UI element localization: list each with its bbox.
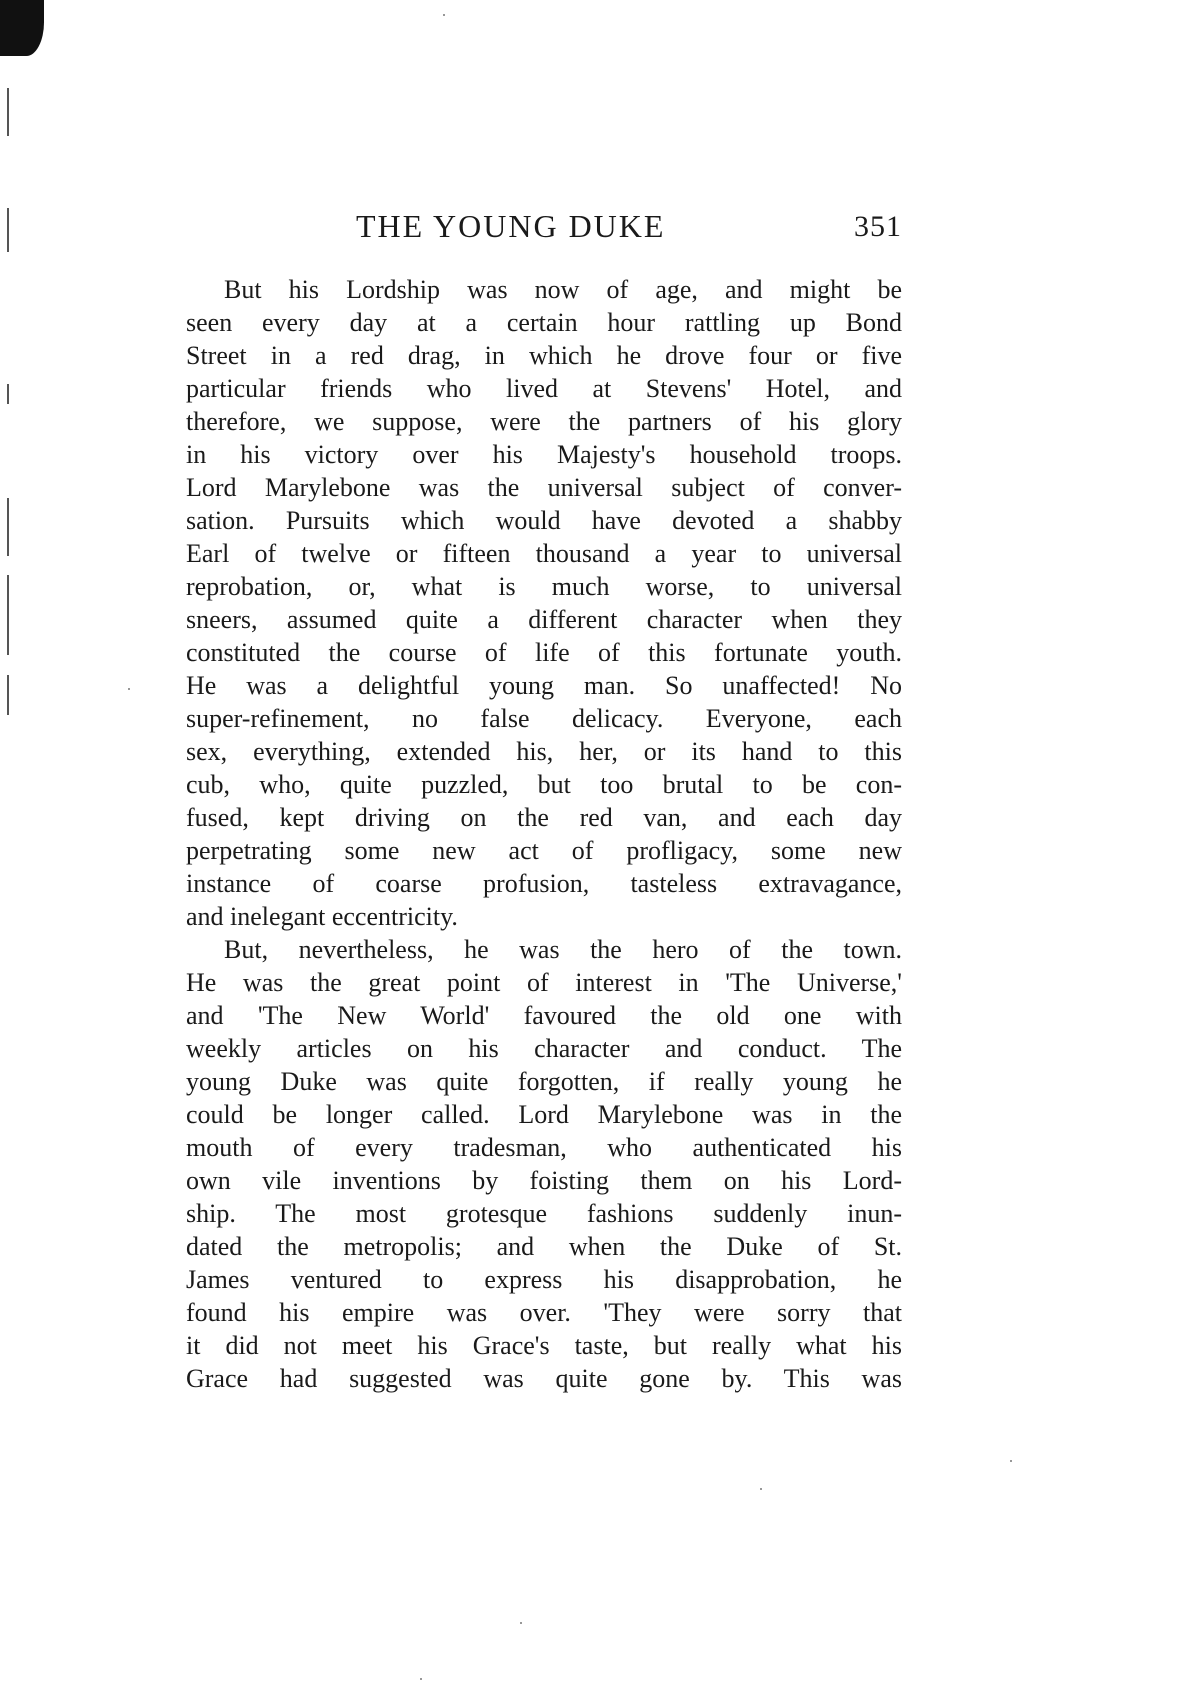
text-line: and 'The New World' favoured the old one with — [186, 1001, 902, 1030]
text-line: seen every day at a certain hour rattling up Bond — [186, 308, 902, 337]
text-line: instance of coarse profusion, tasteless extravagance, — [186, 869, 902, 898]
paper-speck — [760, 1488, 762, 1490]
text-line: fused, kept driving on the red van, and each day — [186, 803, 902, 832]
text-line: sneers, assumed quite a different character when they — [186, 605, 902, 634]
text-line: Street in a red drag, in which he drove four or five — [186, 341, 902, 370]
margin-mark — [7, 208, 9, 252]
text-line: But his Lordship was now of age, and might be — [224, 275, 902, 304]
ink-blot — [0, 0, 44, 56]
text-line: in his victory over his Majesty's household troops. — [186, 440, 902, 469]
paragraph — [186, 273, 902, 933]
text-line: particular friends who lived at Stevens' Hotel, and — [186, 374, 902, 403]
text-line: Grace had suggested was quite gone by. This was — [186, 1364, 902, 1393]
paper-speck — [128, 688, 130, 690]
text-line: and inelegant eccentricity. — [186, 902, 458, 931]
text-line: James ventured to express his disapprobation, he — [186, 1265, 902, 1294]
text-line: mouth of every tradesman, who authenticated his — [186, 1133, 902, 1162]
text-line: Lord Marylebone was the universal subject of conver- — [186, 473, 902, 502]
text-line: ship. The most grotesque fashions suddenly inun- — [186, 1199, 902, 1228]
margin-mark — [7, 498, 9, 556]
margin-mark — [7, 575, 9, 655]
text-line: But, nevertheless, he was the hero of the town. — [224, 935, 902, 964]
margin-mark — [7, 88, 9, 136]
text-line: He was the great point of interest in 'The Universe,' — [186, 968, 902, 997]
margin-mark — [7, 384, 9, 404]
body-text — [186, 273, 902, 1395]
paper-speck — [520, 1622, 522, 1624]
paragraph — [186, 933, 902, 1395]
paper-speck — [1010, 1460, 1012, 1462]
text-line: therefore, we suppose, were the partners of his glory — [186, 407, 902, 436]
paper-speck — [443, 14, 445, 16]
text-line: Earl of twelve or fifteen thousand a year to universal — [186, 539, 902, 568]
text-line: own vile inventions by foisting them on his Lord- — [186, 1166, 902, 1195]
text-line: weekly articles on his character and conduct. The — [186, 1034, 902, 1063]
page-number: 351 — [854, 210, 902, 243]
text-line: super-refinement, no false delicacy. Everyone, each — [186, 704, 902, 733]
text-line: He was a delightful young man. So unaffected! No — [186, 671, 902, 700]
running-title: THE YOUNG DUKE — [356, 208, 666, 244]
text-line: found his empire was over. 'They were sorry that — [186, 1298, 902, 1327]
text-line: sex, everything, extended his, her, or its hand to this — [186, 737, 902, 766]
text-line: cub, who, quite puzzled, but too brutal to be con- — [186, 770, 902, 799]
paper-speck — [420, 1678, 422, 1680]
text-line: it did not meet his Grace's taste, but really what his — [186, 1331, 902, 1360]
margin-mark — [7, 675, 9, 715]
text-line: reprobation, or, what is much worse, to universal — [186, 572, 902, 601]
text-line: sation. Pursuits which would have devoted a shabby — [186, 506, 902, 535]
text-line: dated the metropolis; and when the Duke of St. — [186, 1232, 902, 1261]
page-header — [186, 208, 902, 248]
text-line: young Duke was quite forgotten, if really young he — [186, 1067, 902, 1096]
text-line: constituted the course of life of this fortunate youth. — [186, 638, 902, 667]
text-line: perpetrating some new act of profligacy, some new — [186, 836, 902, 865]
text-line: could be longer called. Lord Marylebone was in the — [186, 1100, 902, 1129]
